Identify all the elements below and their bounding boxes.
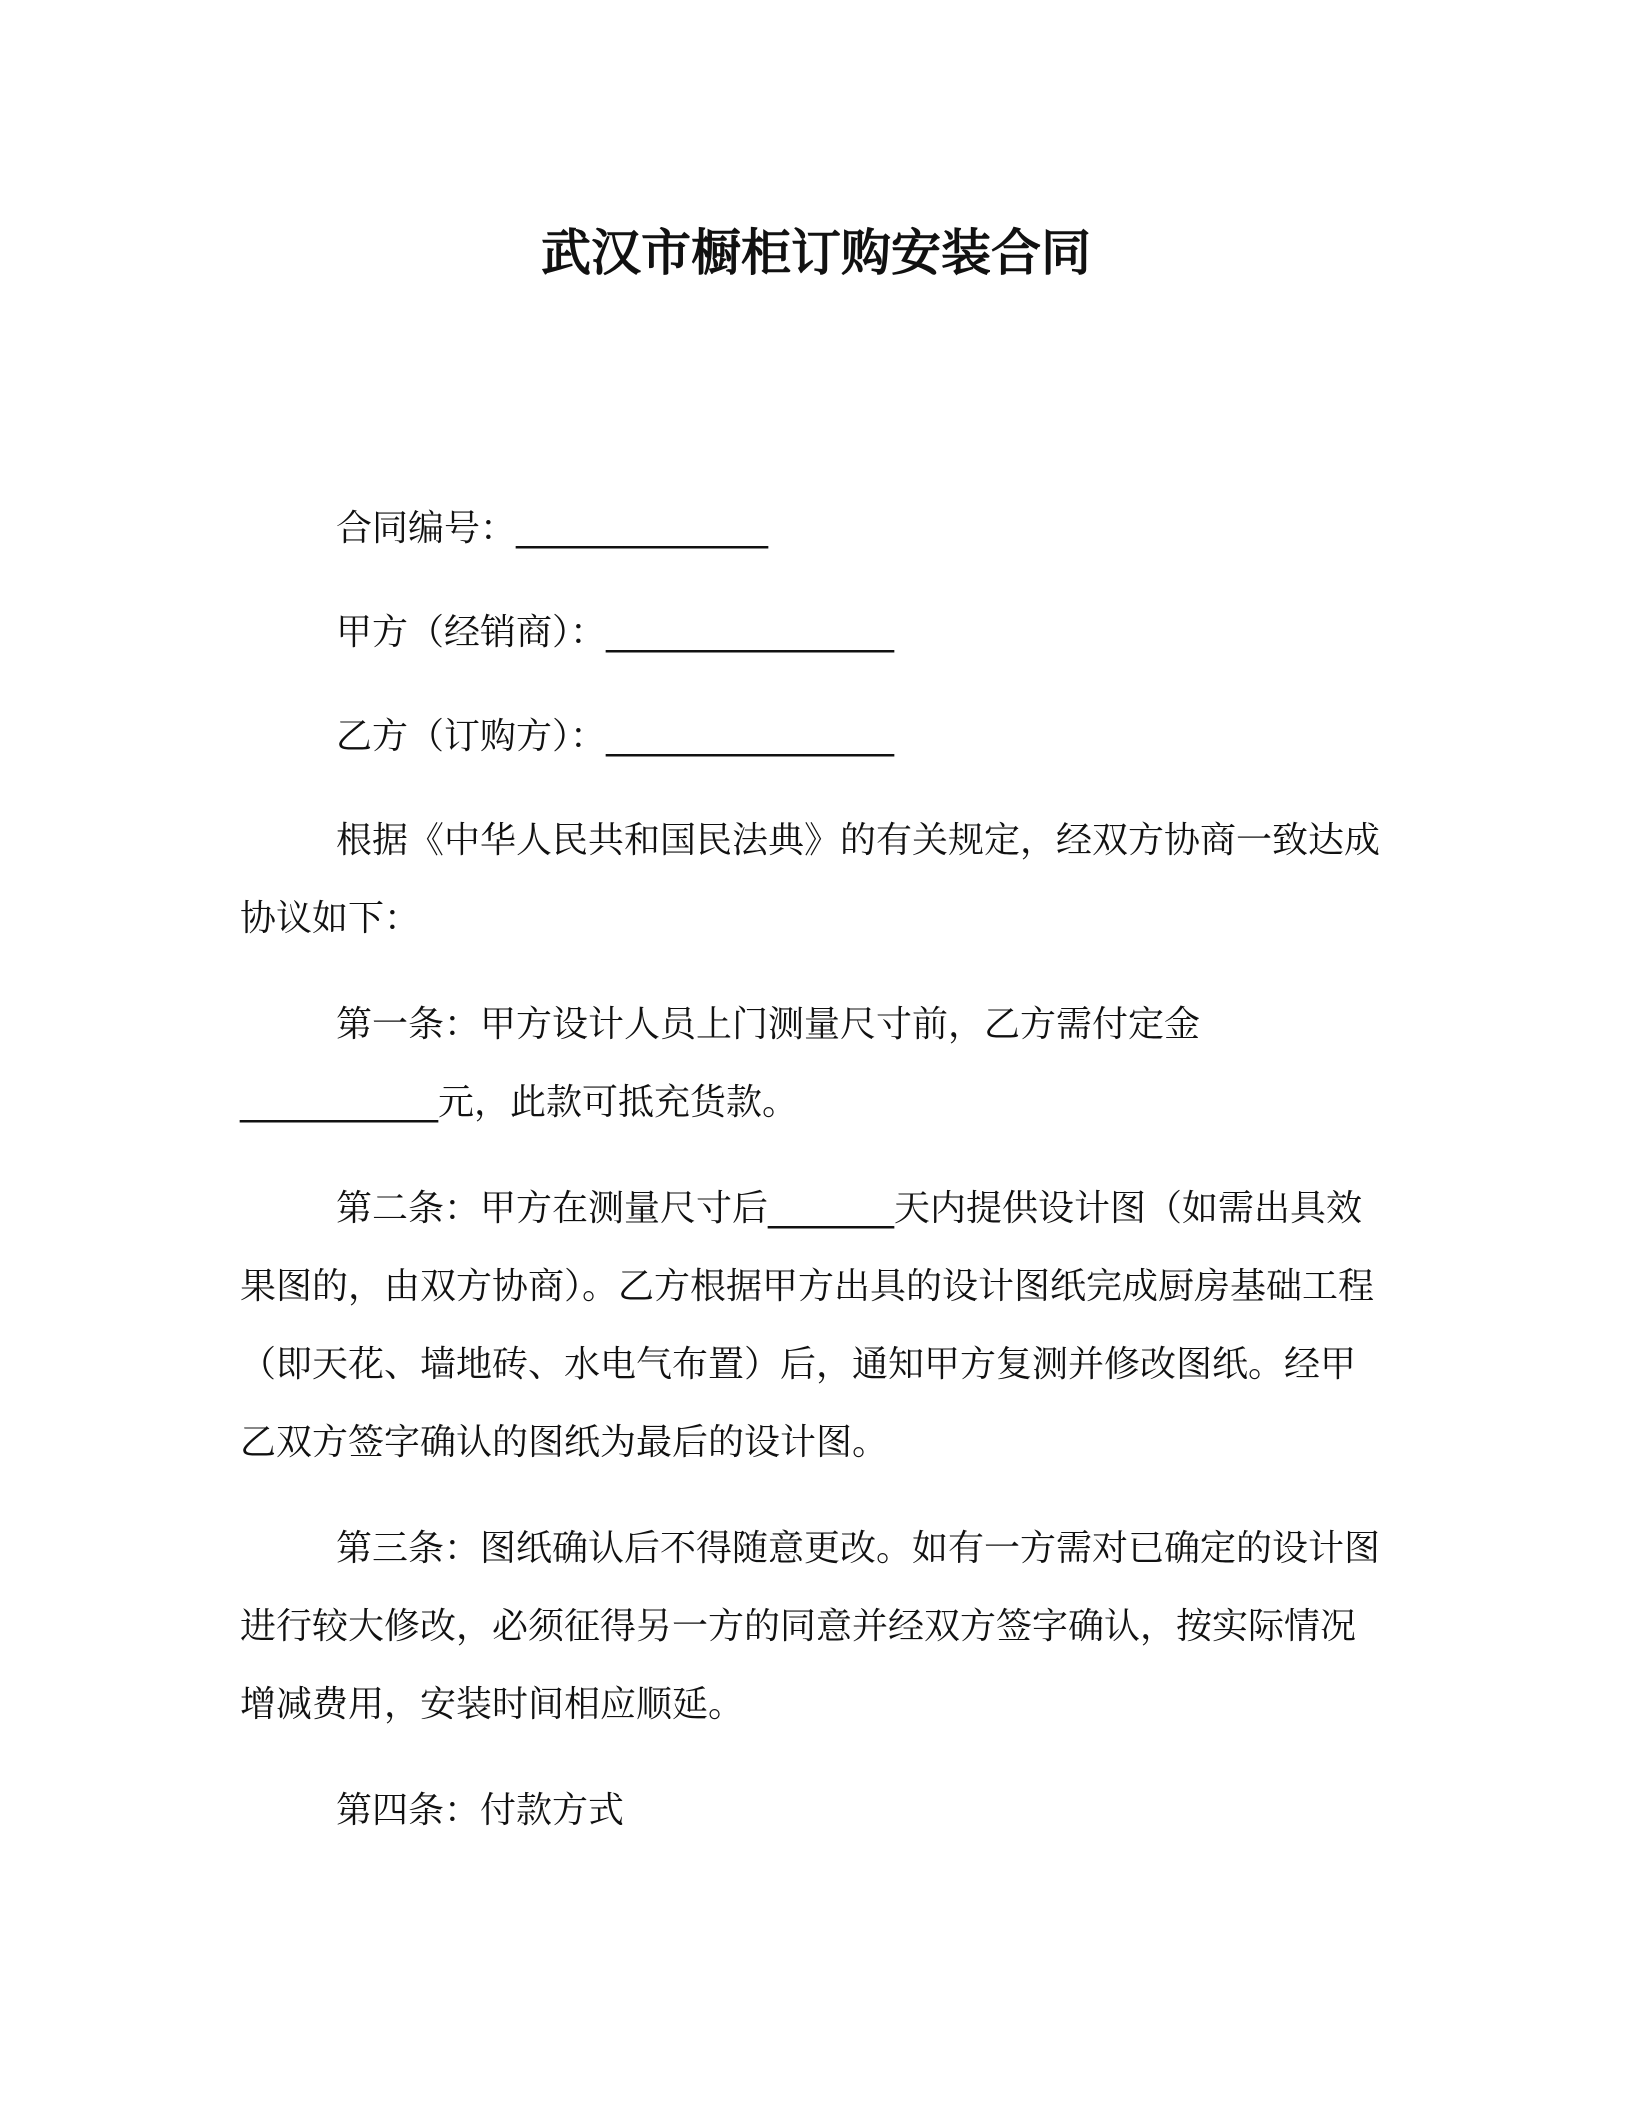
contract-body <box>240 490 1380 1850</box>
party-b-field: 乙方（订购方）：________________ <box>336 716 895 757</box>
article-1: 第一条：甲方设计人员上门测量尺寸前，乙方需付定金___________元，此款可抵充货款。 <box>240 1004 1201 1123</box>
article-2: 第二条：甲方在测量尺寸后_______天内提供设计图（如需出具效果图的，由双方协商）。乙方根据甲方出具的设计图纸完成厨房基础工程（即天花、墙地砖、水电气布置）后，通知甲方复测并修改图纸。经甲乙双方签字确认的图纸为最后的设计图。 <box>240 1188 1375 1463</box>
contract-number-field: 合同编号：______________ <box>336 508 769 549</box>
intro-paragraph: 根据《中华人民共和国民法典》的有关规定，经双方协商一致达成协议如下： <box>240 820 1381 939</box>
contract-title: 武汉市橱柜订购安装合同 <box>541 224 1091 282</box>
article-4: 第四条：付款方式 <box>336 1790 625 1831</box>
party-a-field: 甲方（经销商）：________________ <box>336 612 895 653</box>
article-3: 第三条：图纸确认后不得随意更改。如有一方需对已确定的设计图进行较大修改，必须征得另一方的同意并经双方签字确认，按实际情况增减费用，安装时间相应顺延。 <box>240 1528 1381 1725</box>
